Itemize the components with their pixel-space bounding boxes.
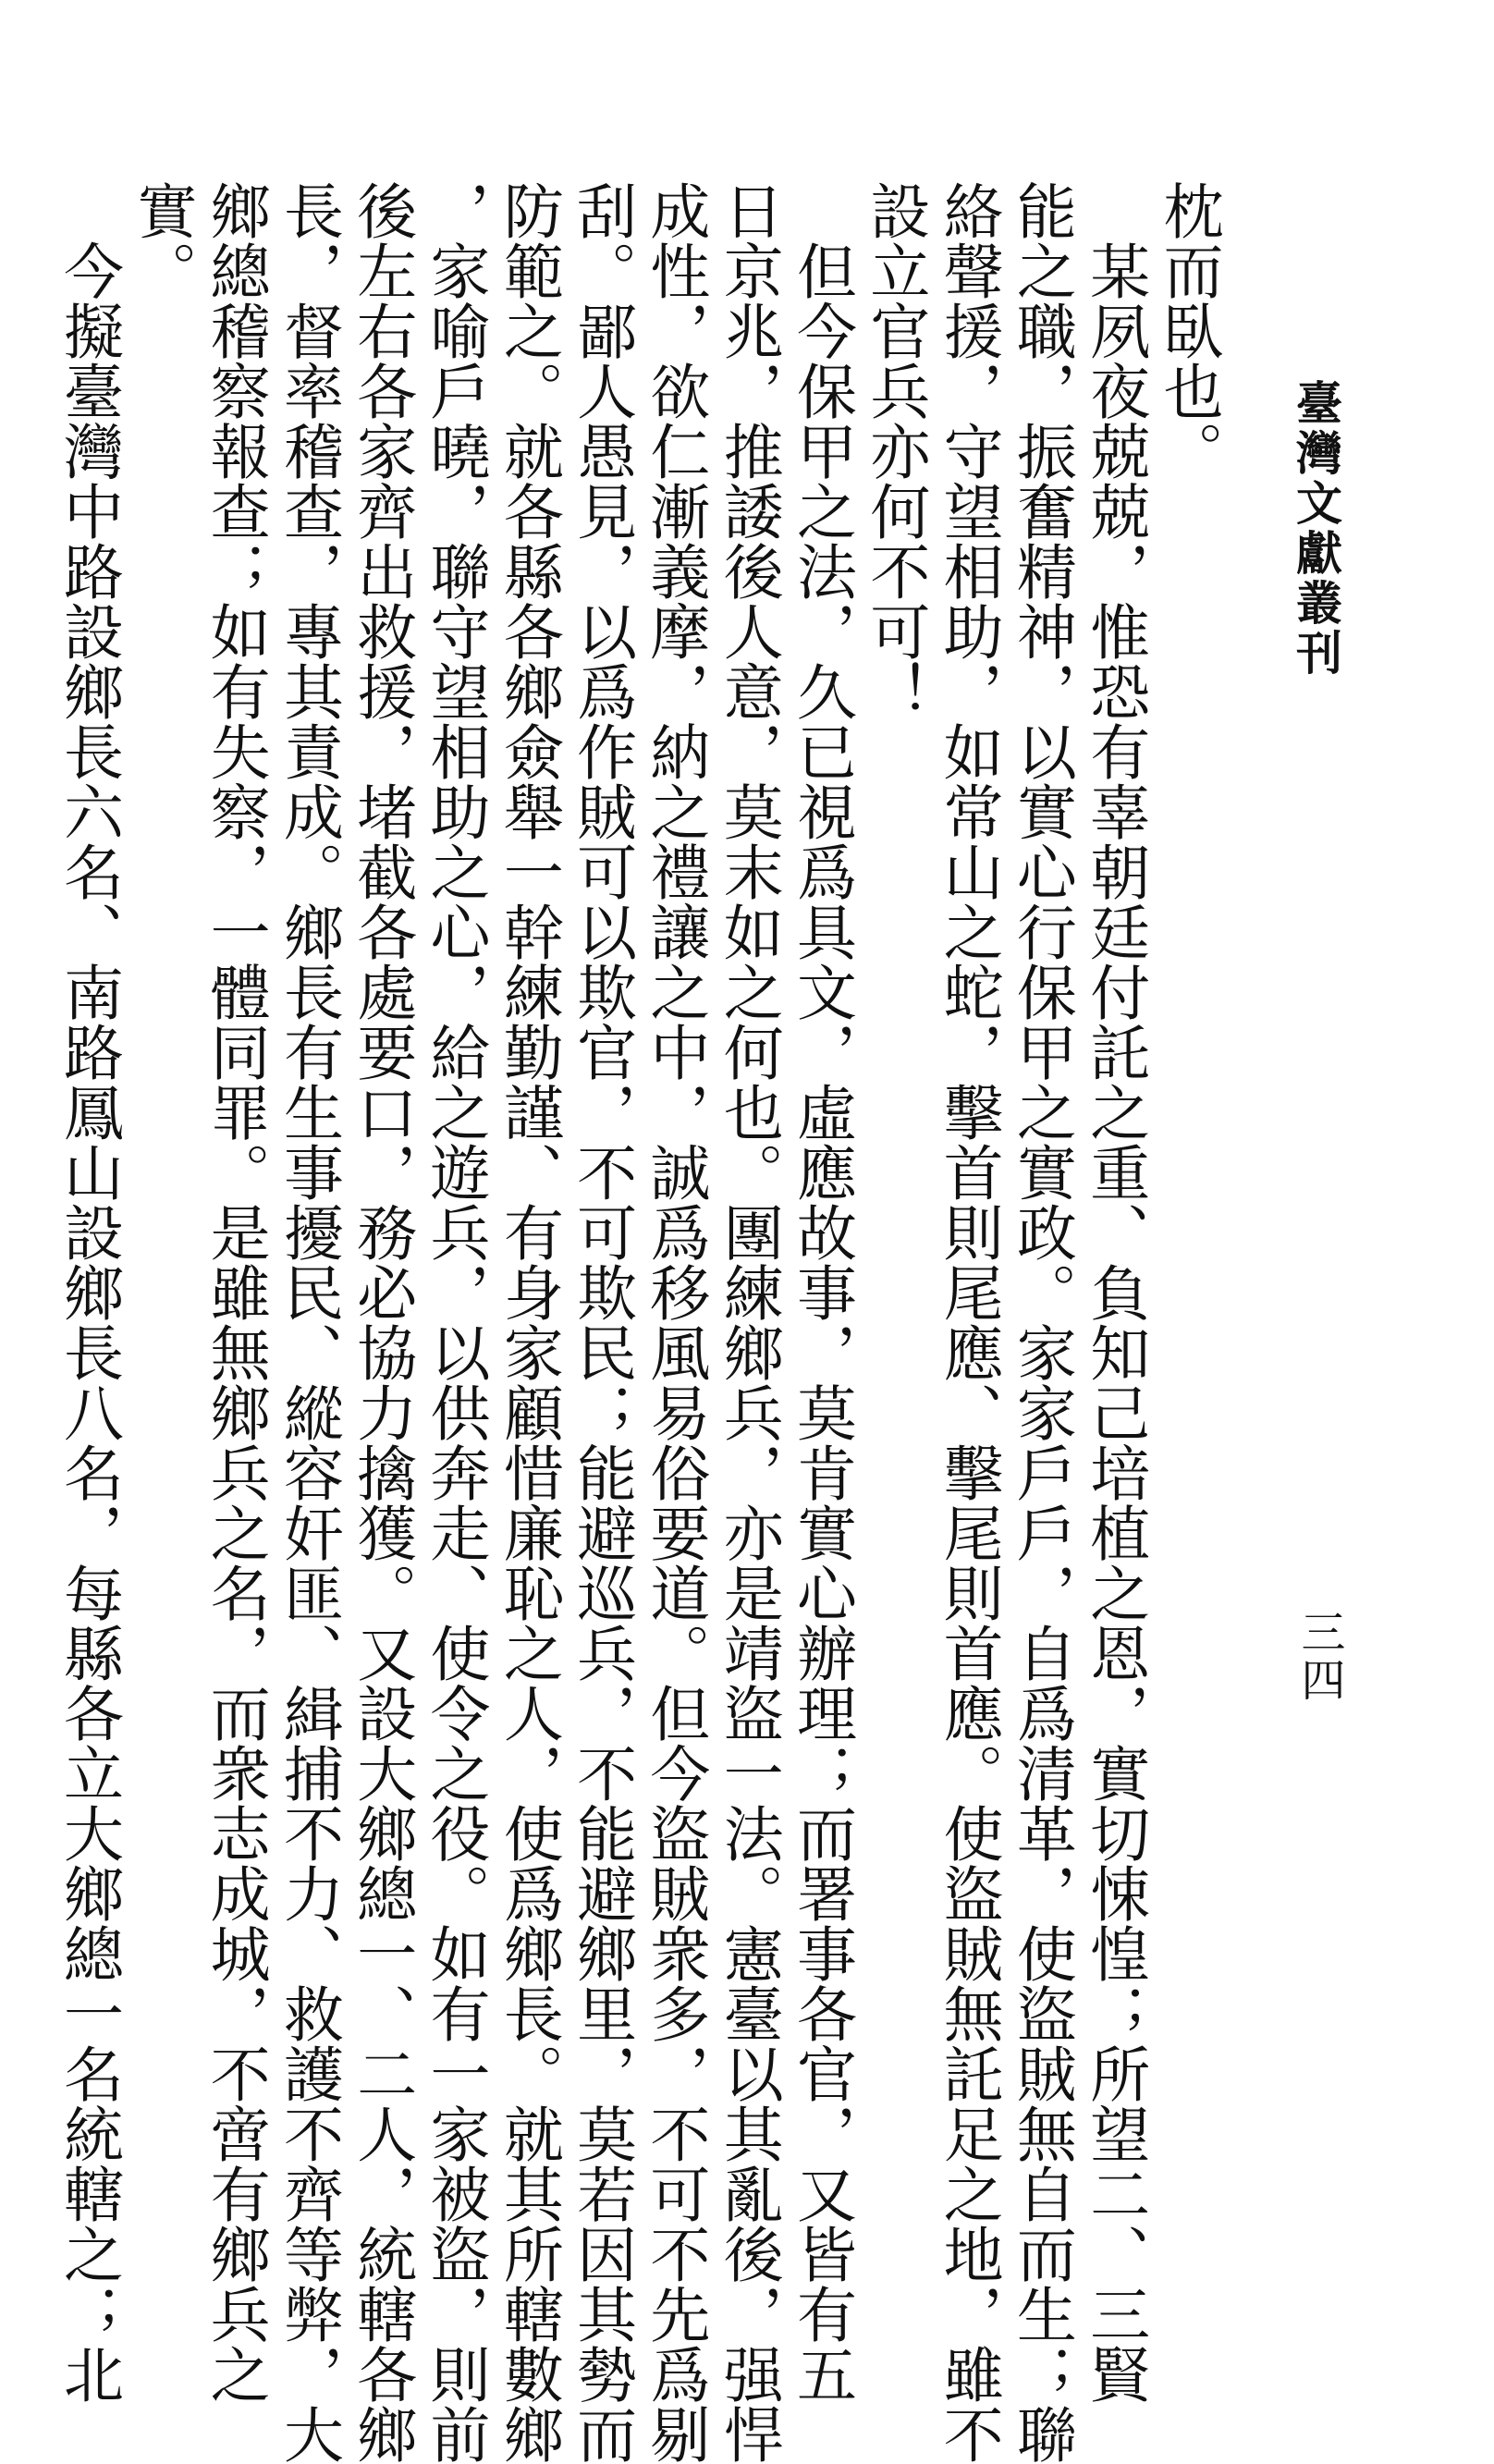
text-column: 設立官兵亦何不可！ bbox=[859, 180, 929, 721]
text-column: 防範之。就各縣各鄉僉舉一幹練勤謹、有身家顧惜廉恥之人，使爲鄉長。就其所轄數鄉 bbox=[493, 180, 563, 2464]
text-column: 後左右各家齊出救援，堵截各處要口，務必協力擒獲。又設大鄉總一、二人，統轄各鄉 bbox=[346, 180, 416, 2464]
body-text bbox=[51, 180, 1224, 2464]
text-column: 枕而臥也。 bbox=[1153, 180, 1222, 481]
text-column: 但今保甲之法，久已視爲具文，虛應故事，莫肯實心辦理；而署事各官，又皆有五 bbox=[786, 180, 856, 2404]
text-column: 某夙夜兢兢，惟恐有辜朝廷付託之重、負知己培植之恩，實切悚惶；所望二、三賢 bbox=[1079, 180, 1149, 2404]
text-column: 日京兆，推諉後人意，莫末如之何也。團練鄉兵，亦是靖盜一法。憲臺以其亂後，强悍 bbox=[713, 180, 783, 2464]
text-column: 成性，欲仁漸義摩，納之禮讓之中，誠爲移風易俗要道。但今盜賊衆多，不可不先爲剔 bbox=[639, 180, 709, 2464]
running-header-title: 臺灣文獻叢刊 bbox=[1289, 379, 1343, 679]
text-column: 能之職，振奮精神，以實心行保甲之實政。家家戶戶，自爲清革，使盜賊無自而生；聯 bbox=[1006, 180, 1076, 2464]
page-number: 三四 bbox=[1293, 1609, 1345, 1705]
text-column: 刮。鄙人愚見，以爲作賊可以欺官，不可欺民；能避巡兵，不能避鄉里，莫若因其勢而 bbox=[566, 180, 636, 2464]
text-column: 今擬臺灣中路設鄉長六名、南路鳳山設鄉長八名，每縣各立大鄉總一名統轄之；北 bbox=[53, 180, 123, 2404]
text-column: 長，督率稽查，專其責成。鄉長有生事擾民、縱容奸匪、緝捕不力、救護不齊等弊，大 bbox=[273, 180, 343, 2464]
text-column: ，家喻戶曉，聯守望相助之心，給之遊兵，以供奔走、使令之役。如有一家被盜，則前 bbox=[420, 180, 490, 2464]
text-column: 實。 bbox=[126, 180, 196, 300]
text-column: 絡聲援，守望相助，如常山之蛇，擊首則尾應、擊尾則首應。使盜賊無託足之地，雖不 bbox=[933, 180, 1003, 2464]
text-column: 鄉總稽察報查；如有失察，一體同罪。是雖無鄉兵之名，而衆志成城，不啻有鄉兵之 bbox=[200, 180, 270, 2404]
